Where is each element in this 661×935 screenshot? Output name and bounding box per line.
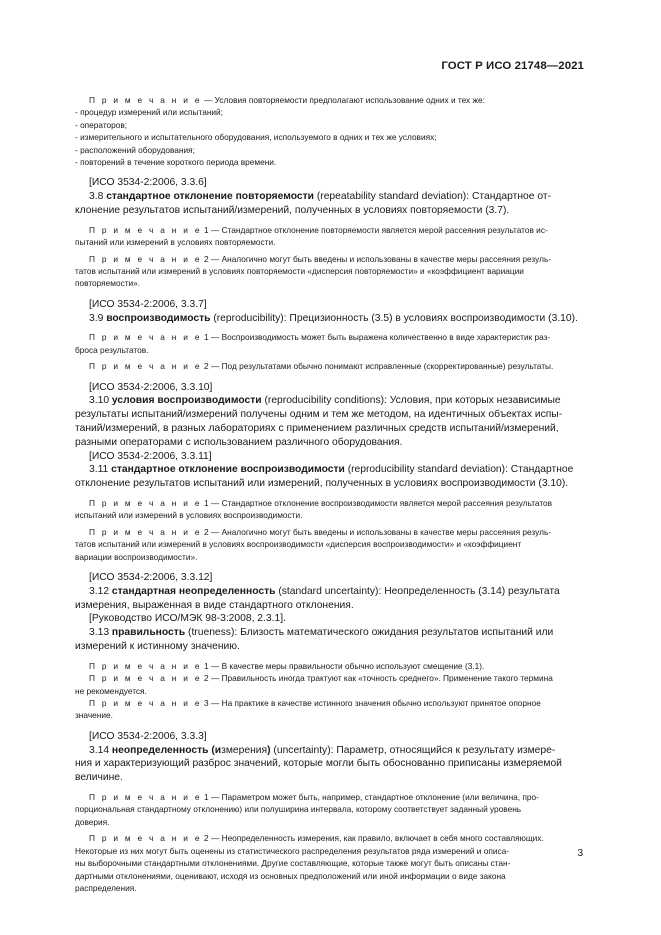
note-line: пытаний или измерений в условиях повторяемости.: [75, 237, 276, 248]
note: П р и м е ч а н и е 1 — Параметром может быть, например, стандартное отклонение (или величина, про-: [89, 792, 539, 803]
term-3-9: 3.9 воспроизводимость (reproducibility): Прецизионность (3.5) в условиях воспроизводимости (3.10).: [89, 312, 578, 324]
note-line: броса результатов.: [75, 344, 149, 355]
definition-line: ния и характеризующий разброс значений, которые могли быть обоснованно приписаны измеряемой: [75, 758, 562, 770]
note-line: Некоторые из них могут быть оценены из статистического распределения результатов ряда измерений и описа-: [75, 845, 510, 856]
page-number: 3: [577, 848, 583, 859]
note: П р и м е ч а н и е 2 — Под результатами обычно понимают исправленные (скорректированные) результаты.: [89, 361, 554, 372]
list-item: - операторов;: [75, 119, 128, 130]
list-item: - повторений в течение короткого периода времени.: [75, 157, 277, 168]
note: П р и м е ч а н и е 2 — Аналогично могут быть введены и использованы в качестве меры рассеяния резуль-: [89, 253, 552, 264]
note-line: повторяемости».: [75, 278, 141, 289]
note-line: значение.: [75, 710, 113, 721]
reference: [ИСО 3534-2:2006, 3.3.12]: [89, 572, 213, 584]
source-reference: [Руководство ИСО/МЭК 98-3:2008, 2.3.1].: [89, 613, 286, 625]
note: П р и м е ч а н и е 2 — Правильность иногда трактуют как «точность среднего». Применение такого термина: [89, 673, 553, 684]
note: П р и м е ч а н и е 2 — Неопределенность измерения, как правило, включает в себя много составляющих.: [89, 833, 544, 844]
term-3-13: 3.13 правильность (trueness): Близость математического ожидания результатов испытаний или: [89, 627, 554, 639]
note: П р и м е ч а н и е 1 — Воспроизводимость может быть выражена количественно в виде характеристик раз-: [89, 332, 551, 343]
note: П р и м е ч а н и е 2 — Аналогично могут быть введены и использованы в качестве меры рассеяния резуль-: [89, 526, 552, 537]
note-line: доверия.: [75, 816, 110, 827]
definition-line: величине.: [75, 772, 123, 784]
note: П р и м е ч а н и е 3 — На практике в качестве истинного значения обычно используют принятое опорное: [89, 698, 541, 709]
note-line: ны выборочными стандартными отклонениями. Другие составляющие, которые также могут быть описаны стан-: [75, 858, 511, 869]
reference: [ИСО 3534-2:2006, 3.3.3]: [89, 730, 207, 742]
reference: [ИСО 3534-2:2006, 3.3.10]: [89, 381, 213, 393]
note-line: вариации воспроизводимости».: [75, 551, 198, 562]
term-3-14: 3.14 неопределенность (измерения) (uncertainty): Параметр, относящийся к результату измере-: [89, 744, 556, 756]
note: П р и м е ч а н и е 1 — Стандартное отклонение повторяемости является мерой рассеяния результатов ис-: [89, 224, 548, 235]
list-item: - измерительного и испытательного оборудования, используемого в одних и тех же условиях;: [75, 132, 437, 143]
note-line: испытаний или измерений в условиях воспроизводимости.: [75, 510, 303, 521]
term-3-8: 3.8 стандартное отклонение повторяемости (repeatability standard deviation): Стандартное от-: [89, 191, 552, 203]
note-line: порциональная стандартному отклонению) или полуширина интервала, которому соответствует заданный уровень: [75, 804, 522, 815]
definition-line: измерения, выраженная в виде стандартного отклонения.: [75, 599, 354, 611]
definition-line: результаты испытаний/измерений получены одним и тем же методом, на идентичных объектах испы-: [75, 409, 563, 421]
list-item: - процедур измерений или испытаний;: [75, 107, 223, 118]
note-line: дартными отклонениями, оценивают, исходя из основных предположений или иной информации о виде закона: [75, 870, 506, 881]
note: П р и м е ч а н и е 1 — Стандартное отклонение воспроизводимости является мерой рассеяния результатов: [89, 498, 553, 509]
term-3-10: 3.10 условия воспроизводимости (reproducibility conditions): Условия, при которых независимые: [89, 395, 561, 407]
definition-line: таний/измерений, в разных лабораториях с применением различных средств испытаний/измерений,: [75, 423, 559, 435]
note-line: татов испытаний или измерений в условиях повторяемости «дисперсия повторяемости» и «коэффициент вариации: [75, 266, 524, 277]
note-line: татов испытаний или измерений в условиях воспроизводимости «дисперсия воспроизводимости» и «коэффициент: [75, 539, 522, 550]
reference: [ИСО 3534-2:2006, 3.3.11]: [89, 450, 212, 462]
definition-line: отклонение результатов испытаний или измерений, полученных в условиях воспроизводимости (3.10).: [75, 478, 569, 490]
note-line: распределения.: [75, 882, 137, 893]
note: П р и м е ч а н и е 1 — В качестве меры правильности обычно используют смещение (3.1).: [89, 660, 485, 671]
document-id: ГОСТ Р ИСО 21748—2021: [441, 60, 584, 72]
note-line: не рекомендуется.: [75, 685, 147, 696]
term-3-12: 3.12 стандартная неопределенность (standard uncertainty): Неопределенность (3.14) результата: [89, 585, 560, 597]
intro-note: П р и м е ч а н и е — Условия повторяемости предполагают использование одних и тех же:: [89, 95, 485, 105]
term-3-11: 3.11 стандартное отклонение воспроизводимости (reproducibility standard deviation): Стандартное: [89, 464, 574, 476]
reference: [ИСО 3534-2:2006, 3.3.6]: [89, 177, 207, 189]
page-content: [75, 94, 583, 894]
definition-line: разными операторами с использованием различного оборудования.: [75, 436, 403, 448]
list-item: - расположений оборудования;: [75, 144, 195, 155]
definition-line: клонение результатов испытаний/измерений, полученных в условиях повторяемости (3.7).: [75, 205, 510, 217]
reference: [ИСО 3534-2:2006, 3.3.7]: [89, 298, 207, 310]
definition-line: измерений к истинному значению.: [75, 641, 240, 653]
